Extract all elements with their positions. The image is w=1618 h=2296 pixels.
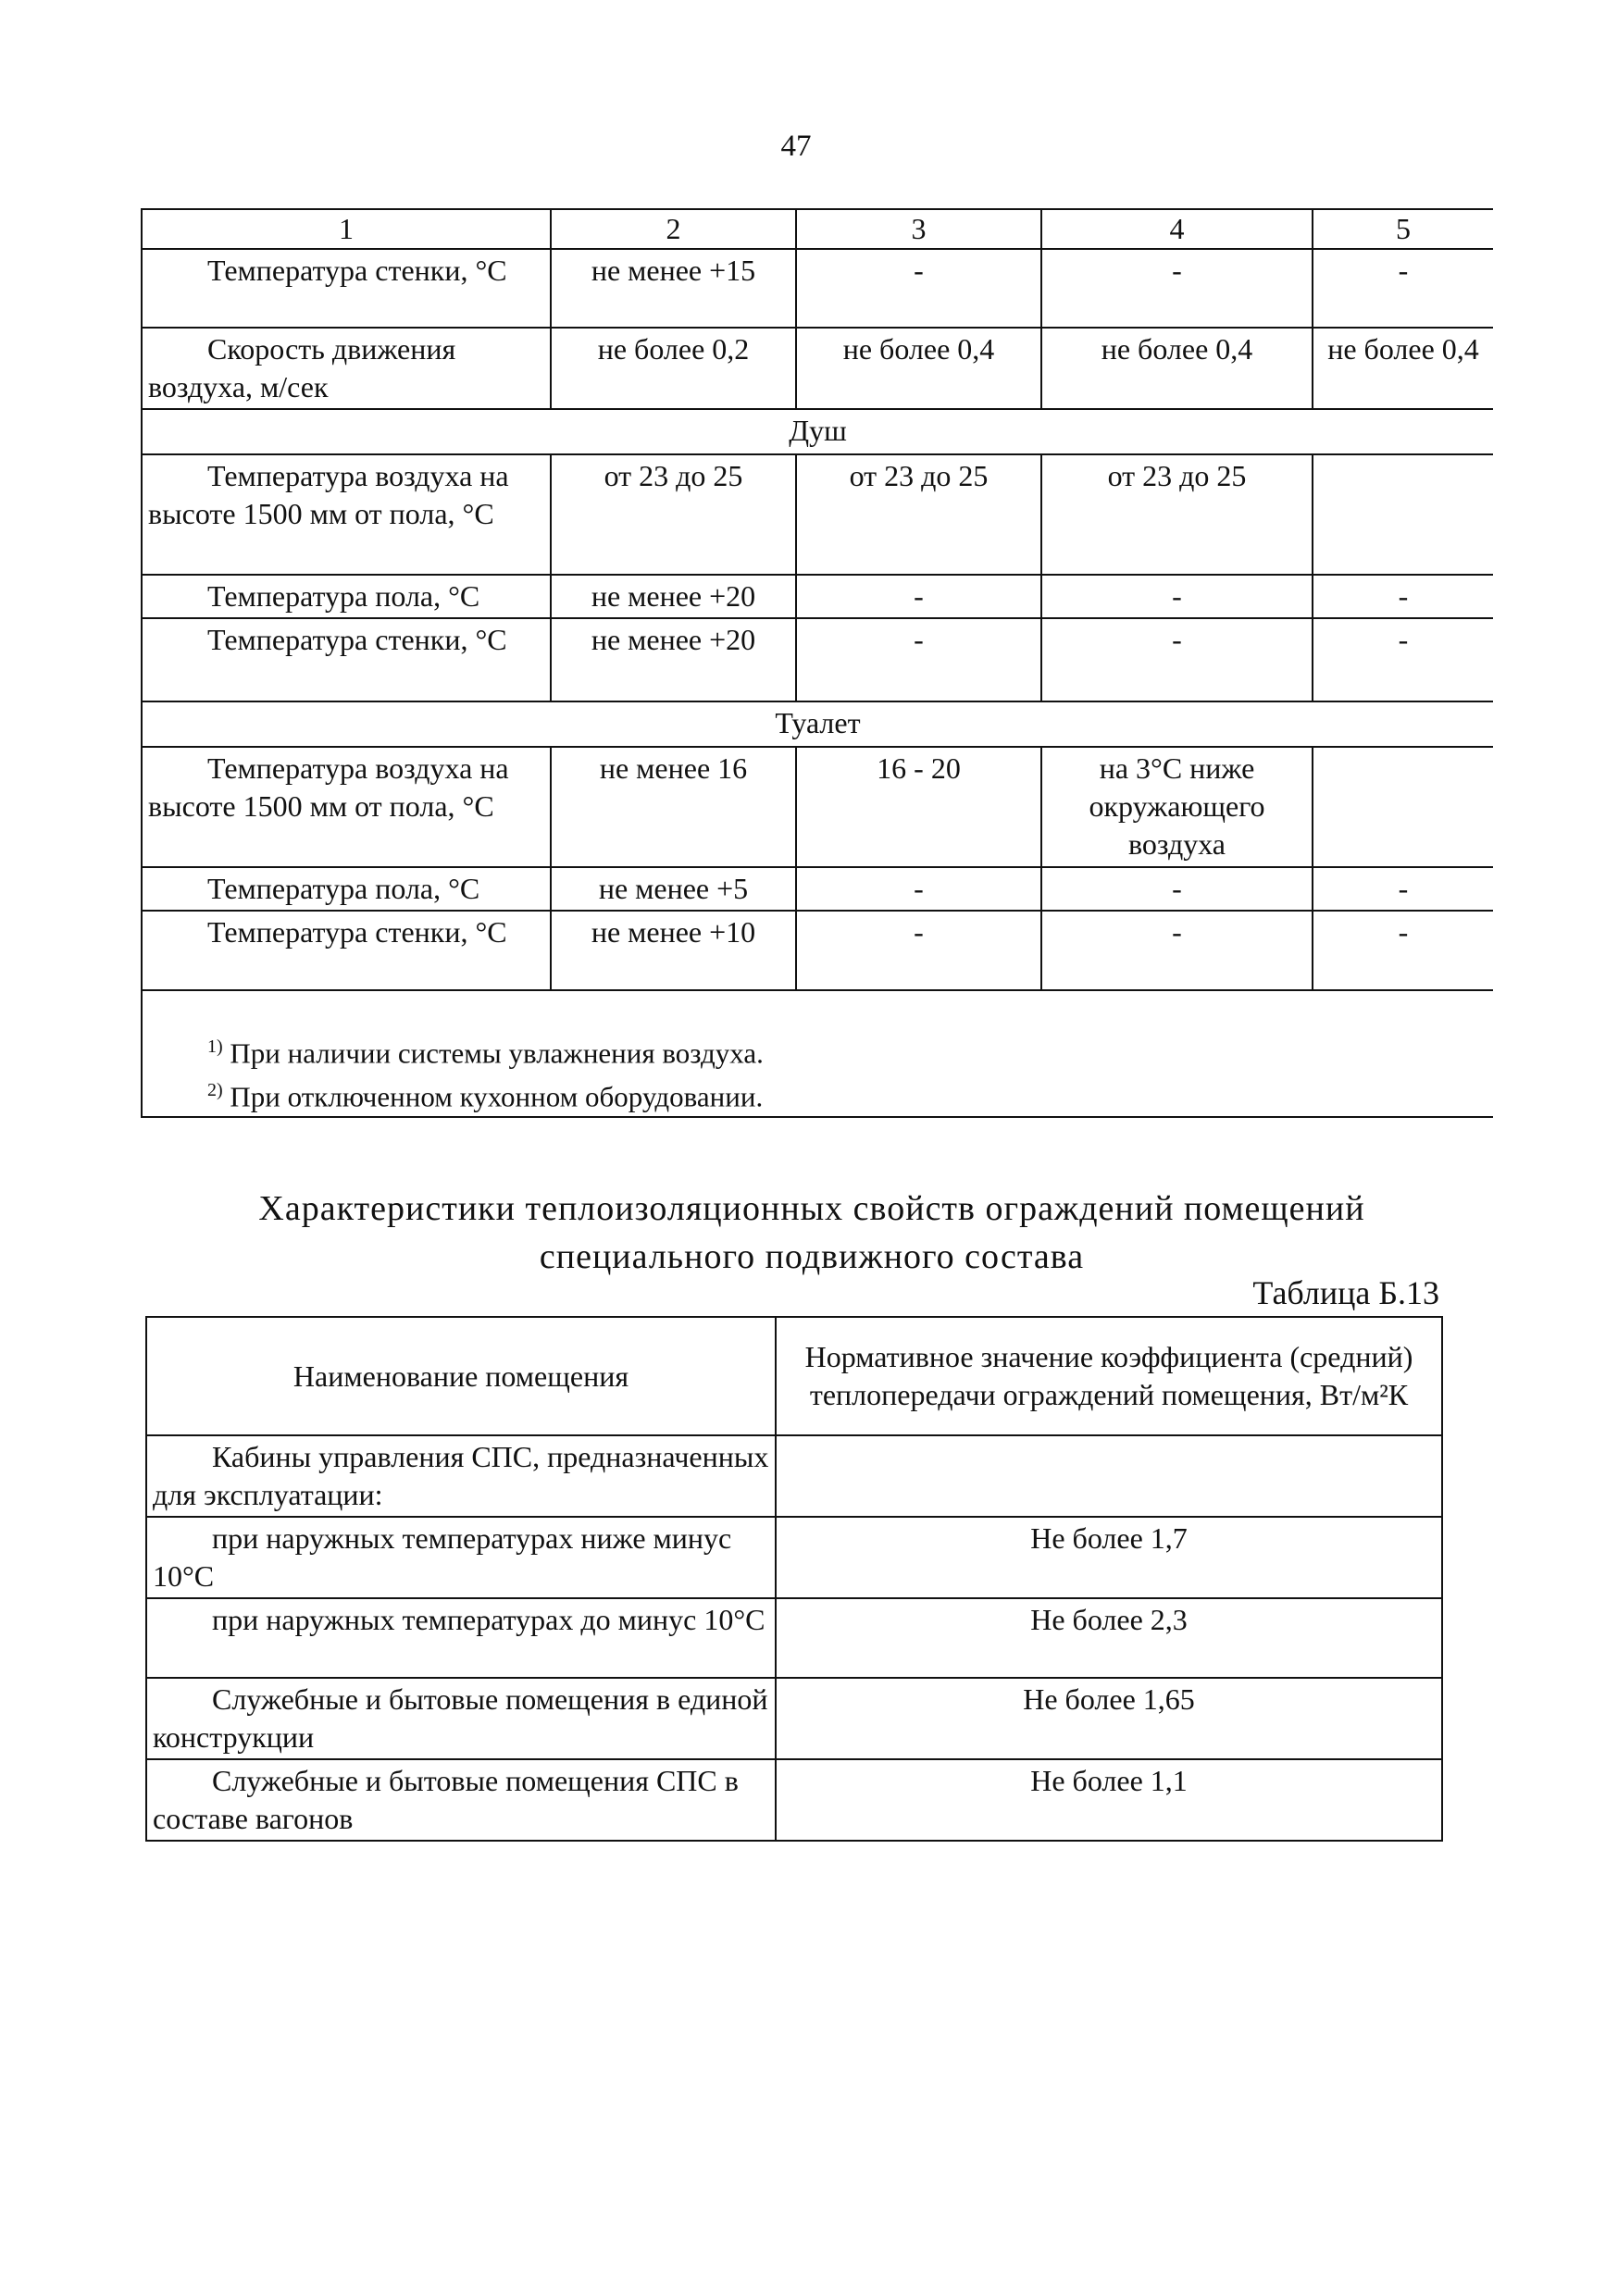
- table-row: [142, 454, 1493, 575]
- section-row-toilet: [142, 701, 1493, 747]
- value-col4: на 3°С ниже окружающего воздуха: [1041, 747, 1313, 867]
- value-col5: [1313, 747, 1493, 867]
- col-number-2: 2: [551, 209, 796, 249]
- table-row: [146, 1517, 1442, 1598]
- room-name: при наружных температурах ниже минус 10°С: [146, 1517, 776, 1598]
- param-name: Температура стенки, °С: [142, 911, 551, 990]
- value-col5: -: [1313, 575, 1493, 618]
- table-label: Таблица Б.13: [1252, 1274, 1439, 1311]
- value-col5: не более 0,4: [1313, 328, 1493, 409]
- room-name: при наружных температурах до минус 10°С: [146, 1598, 776, 1678]
- col-number-5: 5: [1313, 209, 1493, 249]
- parameters-table-continuation: [141, 208, 1493, 1118]
- footnote-2: $^{2)}$ При отключенном кухонном оборудовании.: [207, 1080, 764, 1113]
- value-col4: -: [1041, 867, 1313, 911]
- table-row: [142, 249, 1493, 328]
- value-col2: от 23 до 25: [551, 454, 796, 575]
- value-col5: -: [1313, 911, 1493, 990]
- coefficient-value: Не более 1,65: [776, 1678, 1442, 1759]
- param-name: Температура воздуха на высоте 1500 мм от пола, °С: [142, 747, 551, 867]
- value-col4: -: [1041, 618, 1313, 701]
- value-col4: -: [1041, 249, 1313, 328]
- value-col3: -: [796, 575, 1041, 618]
- footnotes: [142, 990, 1493, 1117]
- coefficient-value: Не более 1,1: [776, 1759, 1442, 1841]
- footnote-1: $^{1)}$ При наличии системы увлажнения воздуха.: [207, 1036, 764, 1070]
- coefficient-value: [776, 1435, 1442, 1517]
- table-row: [146, 1678, 1442, 1759]
- value-col3: -: [796, 618, 1041, 701]
- param-name: Скорость движения воздуха, м/сек: [142, 328, 551, 409]
- header-room-name: Наименование помещения: [146, 1317, 776, 1435]
- value-col5: -: [1313, 618, 1493, 701]
- table-row: [142, 328, 1493, 409]
- value-col4: -: [1041, 911, 1313, 990]
- param-name: Температура пола, °С: [142, 867, 551, 911]
- param-name: Температура стенки, °С: [142, 249, 551, 328]
- table-row: [142, 867, 1493, 911]
- footnotes-row: [142, 990, 1493, 1117]
- value-col2: не менее +5: [551, 867, 796, 911]
- col-number-4: 4: [1041, 209, 1313, 249]
- value-col3: -: [796, 911, 1041, 990]
- value-col2: не менее +15: [551, 249, 796, 328]
- value-col3: 16 - 20: [796, 747, 1041, 867]
- value-col4: не более 0,4: [1041, 328, 1313, 409]
- table-row: [146, 1759, 1442, 1841]
- section-title-toilet: Туалет: [142, 701, 1493, 747]
- value-col3: от 23 до 25: [796, 454, 1041, 575]
- table-header-row: [146, 1317, 1442, 1435]
- header-coefficient: Нормативное значение коэффициента (средний) теплопередачи ограждений помещения, Вт/м²К: [776, 1317, 1442, 1435]
- value-col2: не менее +20: [551, 575, 796, 618]
- table-row: [142, 575, 1493, 618]
- room-name: Кабины управления СПС, предназначенных для эксплуатации:: [146, 1435, 776, 1517]
- value-col3: не более 0,4: [796, 328, 1041, 409]
- param-name: Температура пола, °С: [142, 575, 551, 618]
- table-row: [142, 747, 1493, 867]
- value-col2: не более 0,2: [551, 328, 796, 409]
- table-row: [146, 1435, 1442, 1517]
- room-name: Служебные и бытовые помещения в единой конструкции: [146, 1678, 776, 1759]
- section-row-shower: [142, 409, 1493, 454]
- value-col2: не менее 16: [551, 747, 796, 867]
- value-col3: -: [796, 249, 1041, 328]
- section-heading-line-2: специального подвижного состава: [539, 1237, 1085, 1276]
- page-number: 47: [780, 130, 812, 163]
- value-col5: [1313, 454, 1493, 575]
- table-row: [146, 1598, 1442, 1678]
- value-col2: не менее +10: [551, 911, 796, 990]
- coefficient-value: Не более 1,7: [776, 1517, 1442, 1598]
- value-col2: не менее +20: [551, 618, 796, 701]
- value-col3: -: [796, 867, 1041, 911]
- table-row: [142, 618, 1493, 701]
- column-number-row: [142, 209, 1493, 249]
- param-name: Температура воздуха на высоте 1500 мм от пола, °С: [142, 454, 551, 575]
- col-number-1: 1: [142, 209, 551, 249]
- section-heading-line-1: Характеристики теплоизоляционных свойств ограждений помещений: [258, 1189, 1365, 1228]
- section-title-shower: Душ: [142, 409, 1493, 454]
- room-name: Служебные и бытовые помещения СПС в составе вагонов: [146, 1759, 776, 1841]
- thermal-insulation-table: [145, 1316, 1443, 1842]
- param-name: Температура стенки, °С: [142, 618, 551, 701]
- coefficient-value: Не более 2,3: [776, 1598, 1442, 1678]
- value-col4: -: [1041, 575, 1313, 618]
- table-row: [142, 911, 1493, 990]
- col-number-3: 3: [796, 209, 1041, 249]
- value-col5: -: [1313, 867, 1493, 911]
- value-col5: -: [1313, 249, 1493, 328]
- value-col4: от 23 до 25: [1041, 454, 1313, 575]
